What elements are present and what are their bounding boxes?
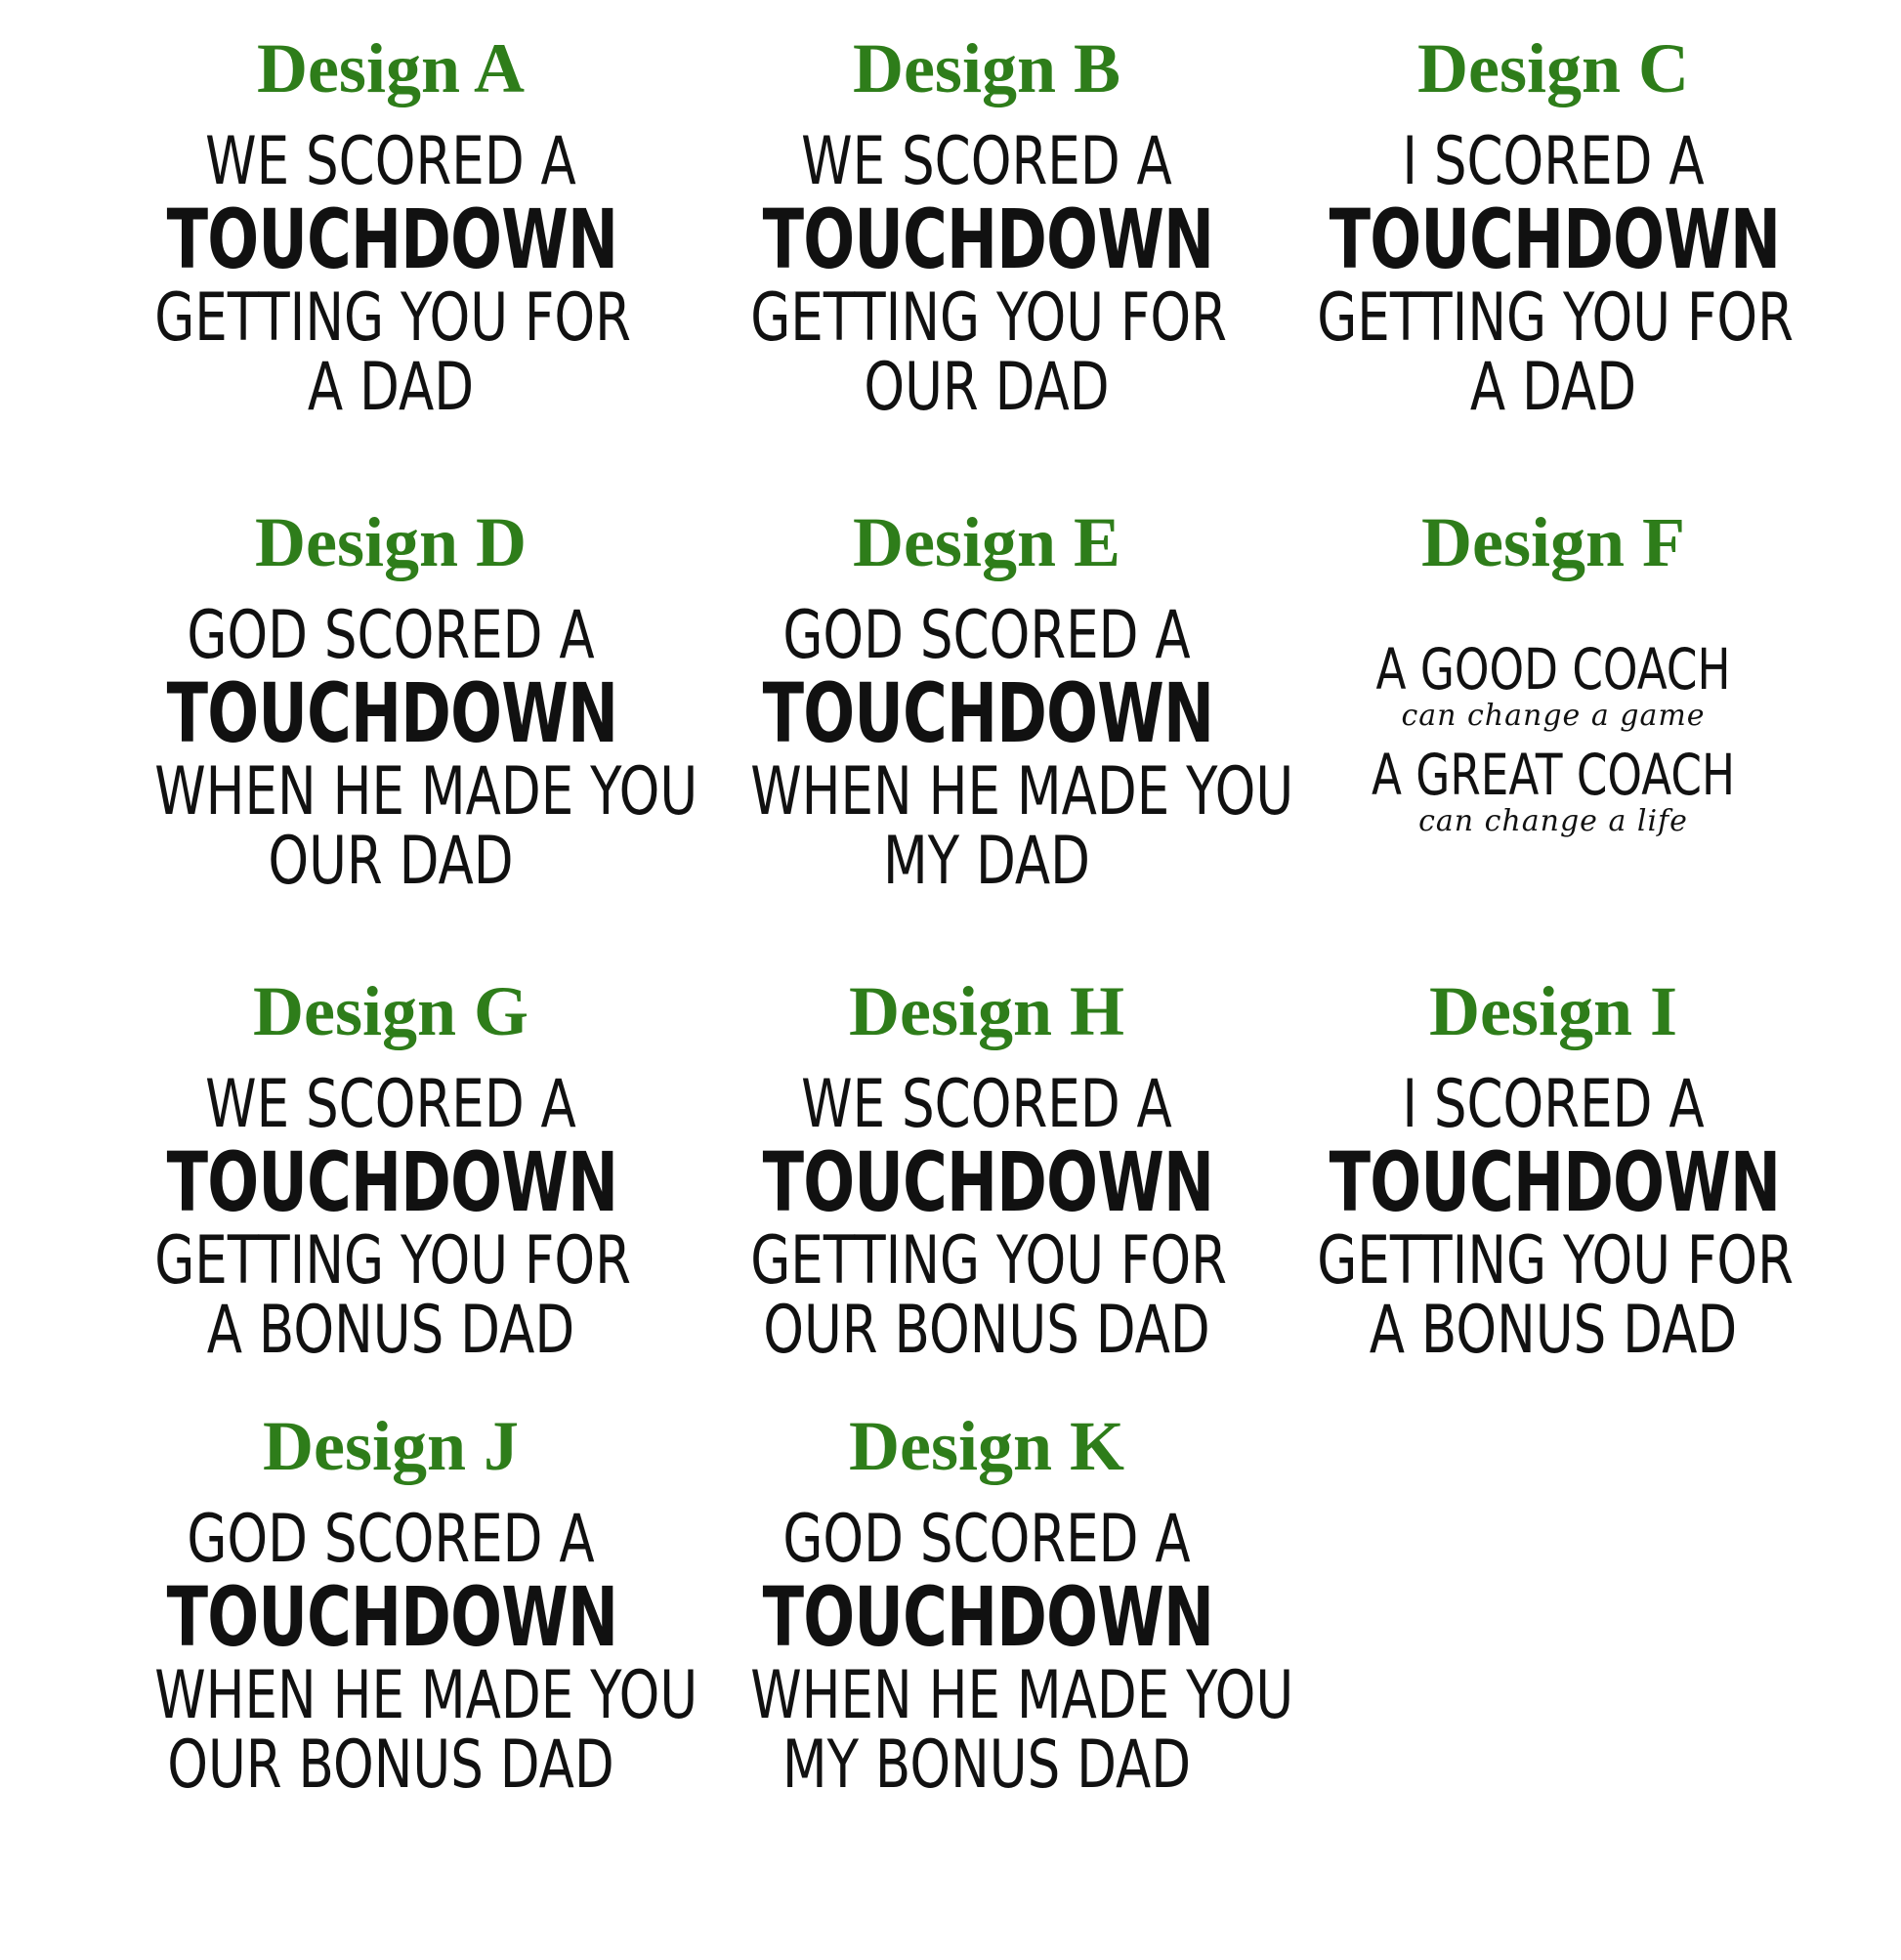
design-c: [1250, 29, 1856, 426]
design-title: Design A: [256, 29, 526, 107]
design-line-emphasis: TOUCHDOWN: [1329, 192, 1781, 288]
design-d: [88, 503, 698, 900]
design-h: [684, 972, 1289, 1369]
design-line-emphasis: TOUCHDOWN: [166, 1569, 618, 1666]
design-text: [1250, 636, 1856, 838]
design-line-emphasis: TOUCHDOWN: [166, 1134, 618, 1231]
design-text: [1250, 123, 1856, 426]
design-title: Design J: [262, 1407, 520, 1485]
design-line: MY BONUS DAD: [782, 1726, 1192, 1804]
design-title: Design D: [254, 503, 527, 581]
design-title: Design H: [848, 972, 1125, 1050]
design-line: A GOOD COACH: [1375, 636, 1731, 703]
design-title: Design I: [1428, 972, 1678, 1050]
design-line: WHEN HE MADE YOU: [154, 1656, 698, 1734]
design-text: [88, 1501, 698, 1804]
design-title: Design B: [852, 29, 1121, 107]
design-line-emphasis: TOUCHDOWN: [762, 665, 1214, 762]
design-f: [1250, 503, 1856, 851]
design-line-emphasis: TOUCHDOWN: [166, 665, 618, 762]
design-line: I SCORED A: [1402, 123, 1705, 200]
design-line-emphasis: TOUCHDOWN: [166, 192, 618, 288]
design-line: A BONUS DAD: [1369, 1291, 1738, 1369]
design-text: [1250, 1066, 1856, 1369]
design-text: [684, 1501, 1294, 1804]
design-line: GOD SCORED A: [187, 597, 595, 674]
design-title: Design C: [1416, 29, 1689, 107]
design-line: GOD SCORED A: [187, 1501, 595, 1578]
design-title: Design G: [252, 972, 529, 1050]
design-line: WE SCORED A: [801, 1066, 1172, 1143]
design-line: OUR DAD: [864, 348, 1110, 426]
design-title: Design F: [1421, 503, 1685, 581]
design-title: Design E: [852, 503, 1121, 581]
design-line: A GREAT COACH: [1371, 741, 1736, 808]
design-i: [1250, 972, 1856, 1369]
design-line: GOD SCORED A: [782, 1501, 1191, 1578]
design-text: [88, 597, 698, 900]
design-line: GOD SCORED A: [782, 597, 1191, 674]
design-line: WE SCORED A: [205, 123, 576, 200]
design-line: GETTING YOU FOR: [750, 278, 1228, 357]
design-line-emphasis: TOUCHDOWN: [762, 1569, 1214, 1666]
design-a: [88, 29, 694, 426]
design-line-emphasis: TOUCHDOWN: [1329, 1134, 1781, 1231]
design-line: WHEN HE MADE YOU: [750, 752, 1294, 831]
design-line: OUR BONUS DAD: [167, 1726, 614, 1804]
design-line: GETTING YOU FOR: [154, 278, 632, 357]
design-line: WHEN HE MADE YOU: [750, 1656, 1294, 1734]
design-text: [88, 1066, 694, 1369]
design-b: [684, 29, 1289, 426]
design-line: OUR BONUS DAD: [763, 1291, 1210, 1369]
design-line: WE SCORED A: [205, 1066, 576, 1143]
design-line: I SCORED A: [1402, 1066, 1705, 1143]
design-title: Design K: [848, 1407, 1125, 1485]
design-line: OUR DAD: [268, 822, 514, 900]
design-line: GETTING YOU FOR: [1317, 1221, 1795, 1300]
design-line-script: can change a game: [1401, 698, 1706, 733]
design-line: WE SCORED A: [801, 123, 1172, 200]
design-line: A DAD: [307, 348, 475, 426]
design-line-emphasis: TOUCHDOWN: [762, 192, 1214, 288]
design-line-emphasis: TOUCHDOWN: [762, 1134, 1214, 1231]
design-line-script: can change a life: [1418, 803, 1688, 838]
design-line: GETTING YOU FOR: [154, 1221, 632, 1300]
design-line: GETTING YOU FOR: [750, 1221, 1228, 1300]
design-text: [684, 1066, 1289, 1369]
design-text: [88, 123, 694, 426]
design-j: [88, 1407, 698, 1804]
design-line: A DAD: [1469, 348, 1637, 426]
design-e: [684, 503, 1294, 900]
design-line: WHEN HE MADE YOU: [154, 752, 698, 831]
design-g: [88, 972, 694, 1369]
design-text: [684, 597, 1294, 900]
design-text: [684, 123, 1289, 426]
design-line: A BONUS DAD: [206, 1291, 575, 1369]
design-line: GETTING YOU FOR: [1317, 278, 1795, 357]
design-k: [684, 1407, 1294, 1804]
design-line: MY DAD: [882, 822, 1091, 900]
